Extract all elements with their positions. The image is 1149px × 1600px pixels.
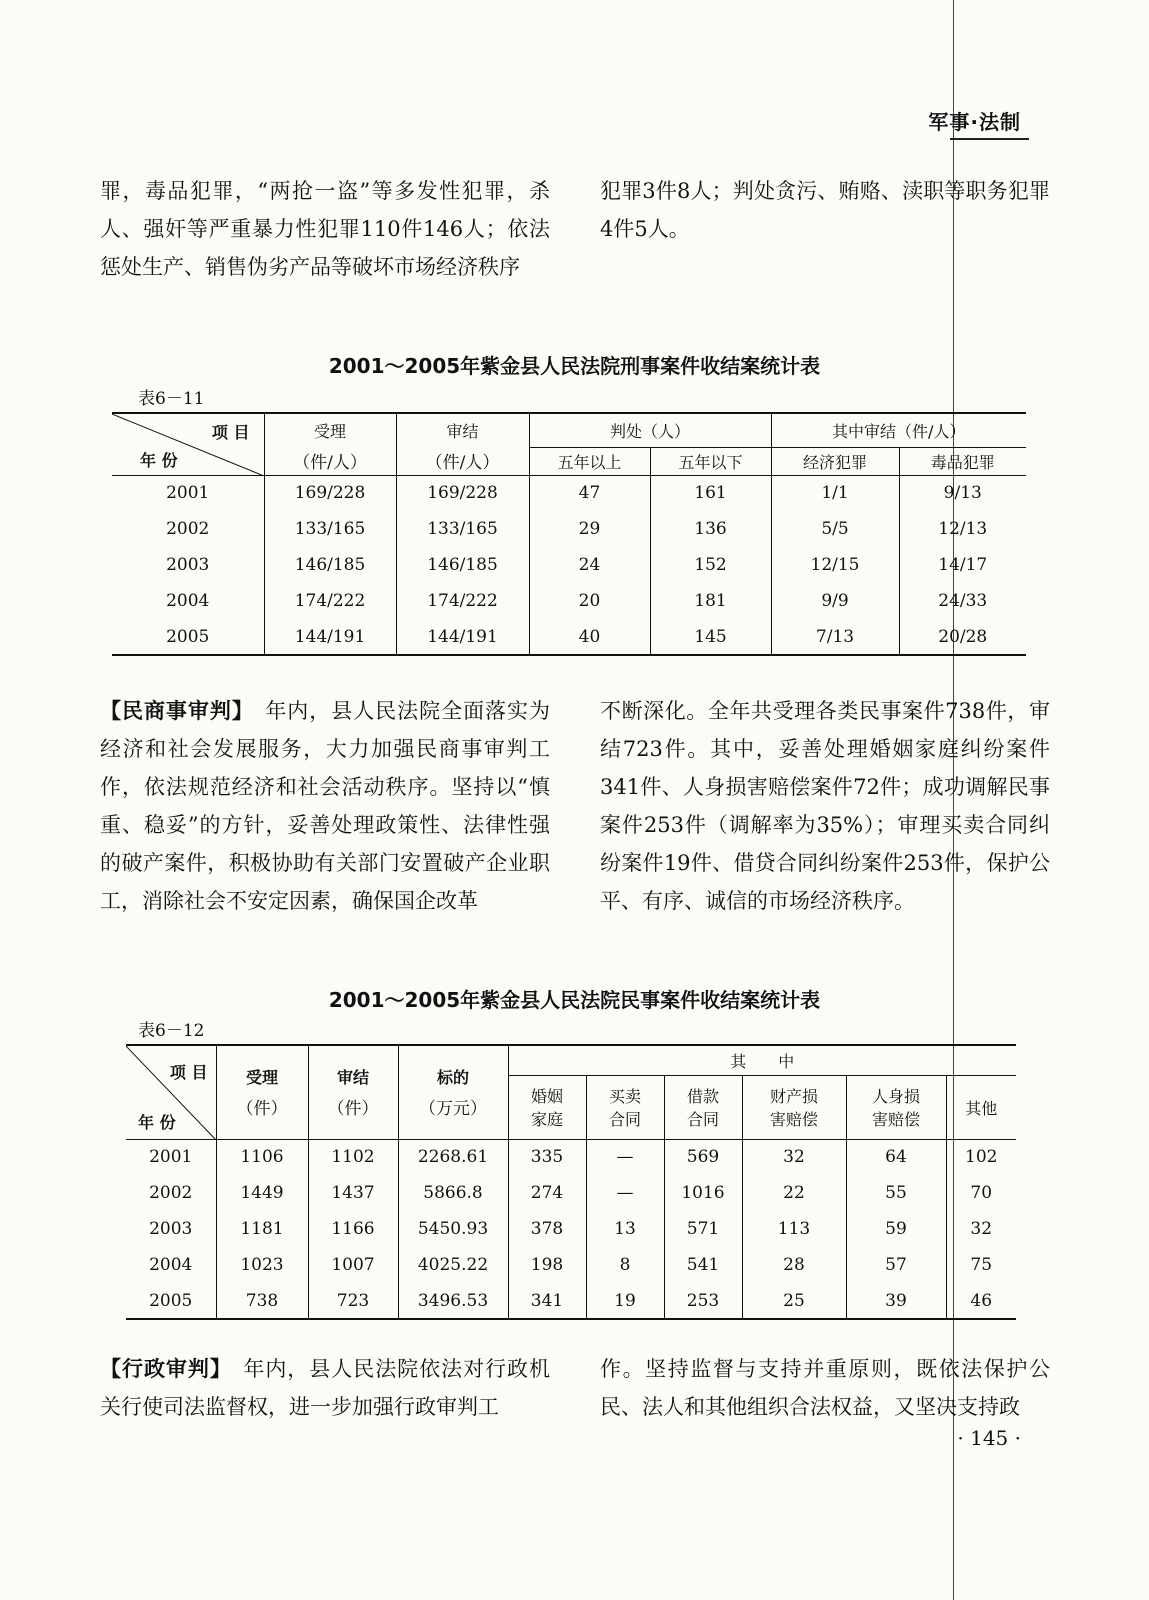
shenjie-cell: 133/165 (396, 511, 529, 547)
shouli-cell: 133/165 (264, 511, 396, 547)
table2-header-maimai-line2: 合同 (608, 1110, 641, 1129)
qita-cell: 32 (946, 1211, 1016, 1247)
table1-title: 2001～2005年紫金县人民法院刑事案件收结案统计表 (328, 354, 821, 378)
page-number: · 145 · (957, 1426, 1021, 1450)
shenjie-cell: 174/222 (396, 583, 529, 619)
shouli-cell: 146/185 (264, 547, 396, 583)
caichan-cell: 113 (742, 1211, 846, 1247)
jingji-cell: 9/9 (771, 583, 899, 619)
table2-header-shouli-unit: （件） (236, 1099, 288, 1120)
shenjie-cell: 1166 (308, 1211, 398, 1247)
xingzheng-left-text: 年内，县人民法院依法对行政机关行使司法监督权，进一步加强行政审判工 (100, 1357, 551, 1419)
table1-header-shouli: 受理 (264, 413, 396, 447)
caichan-cell: 25 (742, 1283, 846, 1319)
shouli-cell: 1181 (216, 1211, 308, 1247)
table2-header-biaodi-unit: （万元） (419, 1099, 487, 1120)
hunyin-cell: 335 (508, 1139, 586, 1175)
table1-header-five-down: 五年以下 (650, 447, 771, 475)
year-cell: 2003 (149, 1219, 193, 1239)
shouli-cell: 169/228 (264, 475, 396, 511)
table2-header-caichan-line1: 财产损 (769, 1087, 818, 1106)
table-row (126, 1283, 1016, 1319)
jiekuan-cell: 571 (664, 1211, 742, 1247)
biaodi-cell: 4025.22 (398, 1247, 508, 1283)
five-down-cell: 161 (650, 475, 771, 511)
shenjie-cell: 144/191 (396, 619, 529, 655)
section-header: 军事·法制 (928, 110, 1021, 134)
table2-header-hunyin-line1: 婚姻 (530, 1087, 563, 1106)
minshang-right-column (600, 692, 1050, 920)
xingzheng-right-text: 作。坚持监督与支持并重原则，既依法保护公民、法人和其他组织合法权益，又坚决支持政 (600, 1357, 1050, 1419)
jiekuan-cell: 253 (664, 1283, 742, 1319)
jingji-cell: 12/15 (771, 547, 899, 583)
biaodi-cell: 5450.93 (398, 1211, 508, 1247)
minshang-right-text: 不断深化。全年共受理各类民事案件738件，审结723件。其中，妥善处理婚姻家庭纠纷案件341件、人身损害赔偿案件72件；成功调解民事案件253件（调解率为35%）；审理买卖合同纠纷案件19件、借贷合同纠纷案件253件，保护公平、有序、诚信的市场经济秩序。 (600, 699, 1050, 913)
five-up-cell: 20 (529, 583, 650, 619)
maimai-cell: 13 (586, 1211, 664, 1247)
qita-cell: 70 (946, 1175, 1016, 1211)
hunyin-cell: 198 (508, 1247, 586, 1283)
table1-header-shenjie-unit: （件/人） (396, 447, 529, 475)
biaodi-cell: 3496.53 (398, 1283, 508, 1319)
xingzheng-right-column (600, 1350, 1050, 1426)
dupin-cell: 12/13 (899, 511, 1026, 547)
hunyin-cell: 341 (508, 1283, 586, 1319)
table-row (112, 583, 1026, 619)
year-cell: 2002 (166, 519, 210, 539)
five-up-cell: 29 (529, 511, 650, 547)
shenjie-cell: 1007 (308, 1247, 398, 1283)
table2-header-shouli (216, 1045, 308, 1139)
jingji-cell: 1/1 (771, 475, 899, 511)
table2-header-hunyin-line2: 家庭 (530, 1110, 563, 1129)
table1-corner-item: 项 目 (211, 423, 250, 442)
jiekuan-cell: 569 (664, 1139, 742, 1175)
table2-header-renshen (846, 1075, 946, 1139)
table2-header-caichan-line2: 害赔偿 (769, 1110, 818, 1129)
table2-header-hunyin (508, 1075, 586, 1139)
five-up-cell: 24 (529, 547, 650, 583)
table2-header-maimai (586, 1075, 664, 1139)
table2-header-jiekuan-line1: 借款 (686, 1087, 719, 1106)
criminal-case-table (112, 412, 1026, 656)
table1-header-jingji: 经济犯罪 (771, 447, 899, 475)
shouli-cell: 738 (216, 1283, 308, 1319)
year-cell: 2005 (126, 1283, 216, 1319)
intro-right-text: 犯罪3件8人；判处贪污、贿赂、渎职等职务犯罪4件5人。 (600, 179, 1050, 241)
table-row (112, 511, 1026, 547)
hunyin-cell: 274 (508, 1175, 586, 1211)
table-row (126, 1211, 1016, 1247)
five-down-cell: 152 (650, 547, 771, 583)
shenjie-cell: 169/228 (396, 475, 529, 511)
table2-header-shouli-label: 受理 (245, 1068, 278, 1088)
table2-header-jiekuan (664, 1075, 742, 1139)
jiekuan-cell: 541 (664, 1247, 742, 1283)
table1-header-shouli-unit: （件/人） (264, 447, 396, 475)
dupin-cell: 14/17 (899, 547, 1026, 583)
five-up-cell: 40 (529, 619, 650, 655)
shouli-cell: 1106 (216, 1139, 308, 1175)
table2-corner-item: 项 目 (169, 1063, 208, 1082)
minshang-left-text: 年内，县人民法院全面落实为经济和社会发展服务，大力加强民商事审判工作，依法规范经济和社会活动秩序。坚持以“慎重、稳妥”的方针，妥善处理政策性、法律性强的破产案件，积极协助有关部门安置破产企业职工，消除社会不安定因素，确保国企改革 (100, 699, 551, 913)
caichan-cell: 32 (742, 1139, 846, 1175)
renshen-cell: 39 (846, 1283, 946, 1319)
jingji-cell: 7/13 (771, 619, 899, 655)
shouli-cell: 1449 (216, 1175, 308, 1211)
jingji-cell: 5/5 (771, 511, 899, 547)
biaodi-cell: 5866.8 (398, 1175, 508, 1211)
shenjie-cell: 146/185 (396, 547, 529, 583)
table2-header-renshen-line2: 害赔偿 (871, 1110, 920, 1129)
civil-case-table (126, 1044, 1016, 1320)
table2-header-shenjie-label: 审结 (336, 1068, 369, 1088)
five-down-cell: 181 (650, 583, 771, 619)
intro-left-column (100, 172, 550, 286)
year-cell: 2003 (166, 555, 210, 575)
intro-left-text: 罪，毒品犯罪，“两抢一盗”等多发性犯罪，杀人、强奸等严重暴力性犯罪110件146人；依法惩处生产、销售伪劣产品等破坏市场经济秩序 (100, 179, 550, 279)
caichan-cell: 22 (742, 1175, 846, 1211)
dupin-cell: 9/13 (899, 475, 1026, 511)
table2-header-caichan (742, 1075, 846, 1139)
renshen-cell: 59 (846, 1211, 946, 1247)
biaodi-cell: 2268.61 (398, 1139, 508, 1175)
table2-header-maimai-line1: 买卖 (608, 1087, 641, 1106)
shouli-cell: 174/222 (264, 583, 396, 619)
header-rule (950, 138, 1029, 140)
shouli-cell: 144/191 (264, 619, 396, 655)
table2-header-renshen-line1: 人身损 (871, 1087, 920, 1106)
renshen-cell: 64 (846, 1139, 946, 1175)
table1-header-shenjie: 审结 (396, 413, 529, 447)
table2-header-jiekuan-line2: 合同 (686, 1110, 719, 1129)
table2-header-qita: 其他 (946, 1075, 1016, 1139)
minshang-tag: 【民商事审判】 (100, 699, 244, 723)
hunyin-cell: 378 (508, 1211, 586, 1247)
table2-corner-year: 年 份 (138, 1112, 176, 1132)
shenjie-cell: 723 (308, 1283, 398, 1319)
renshen-cell: 57 (846, 1247, 946, 1283)
table1-header-five-up: 五年以上 (529, 447, 650, 475)
year-cell: 2001 (166, 483, 210, 504)
maimai-cell: 19 (586, 1283, 664, 1319)
qita-cell: 46 (946, 1283, 1016, 1319)
jiekuan-cell: 1016 (664, 1175, 742, 1211)
table2-header-biaodi-label: 标的 (436, 1068, 469, 1088)
shenjie-cell: 1437 (308, 1175, 398, 1211)
table1-header-qizhong: 其中审结（件/人） (771, 413, 1026, 447)
table1-header-dupin: 毒品犯罪 (899, 447, 1026, 475)
intro-right-column (600, 172, 1050, 248)
table-row (112, 547, 1026, 583)
maimai-cell: — (586, 1175, 664, 1211)
table2-number: 表6－12 (138, 1021, 205, 1041)
table2-header-qizhong: 其 中 (508, 1045, 1016, 1075)
shenjie-cell: 1102 (308, 1139, 398, 1175)
renshen-cell: 55 (846, 1175, 946, 1211)
maimai-cell: 8 (586, 1247, 664, 1283)
caichan-cell: 28 (742, 1247, 846, 1283)
shouli-cell: 1023 (216, 1247, 308, 1283)
qita-cell: 102 (946, 1139, 1016, 1175)
dupin-cell: 24/33 (899, 583, 1026, 619)
table-row (112, 475, 1026, 511)
five-down-cell: 145 (650, 619, 771, 655)
table2-header-shenjie-unit: （件） (327, 1099, 379, 1120)
year-cell: 2004 (149, 1255, 193, 1275)
xingzheng-tag: 【行政审判】 (100, 1357, 222, 1381)
five-down-cell: 136 (650, 511, 771, 547)
five-up-cell: 47 (529, 475, 650, 511)
table-row (112, 619, 1026, 655)
xingzheng-left-column (100, 1350, 550, 1426)
table2-header-biaodi (398, 1045, 508, 1139)
year-cell: 2005 (112, 619, 264, 655)
maimai-cell: — (586, 1139, 664, 1175)
table2-corner (126, 1045, 216, 1139)
table2-title: 2001～2005年紫金县人民法院民事案件收结案统计表 (328, 988, 821, 1012)
minshang-left-column (100, 692, 550, 920)
year-cell: 2001 (149, 1147, 193, 1168)
table2-header-shenjie (308, 1045, 398, 1139)
qita-cell: 75 (946, 1247, 1016, 1283)
year-cell: 2002 (149, 1183, 193, 1203)
table1-corner-year: 年 份 (140, 450, 178, 470)
table1-number: 表6－11 (138, 389, 205, 409)
table-row (126, 1139, 1016, 1175)
table1-header-panchu: 判处（人） (529, 413, 771, 447)
table-row (126, 1247, 1016, 1283)
table1-corner (112, 413, 264, 475)
table-row (126, 1175, 1016, 1211)
year-cell: 2004 (166, 591, 210, 611)
dupin-cell: 20/28 (899, 619, 1026, 655)
